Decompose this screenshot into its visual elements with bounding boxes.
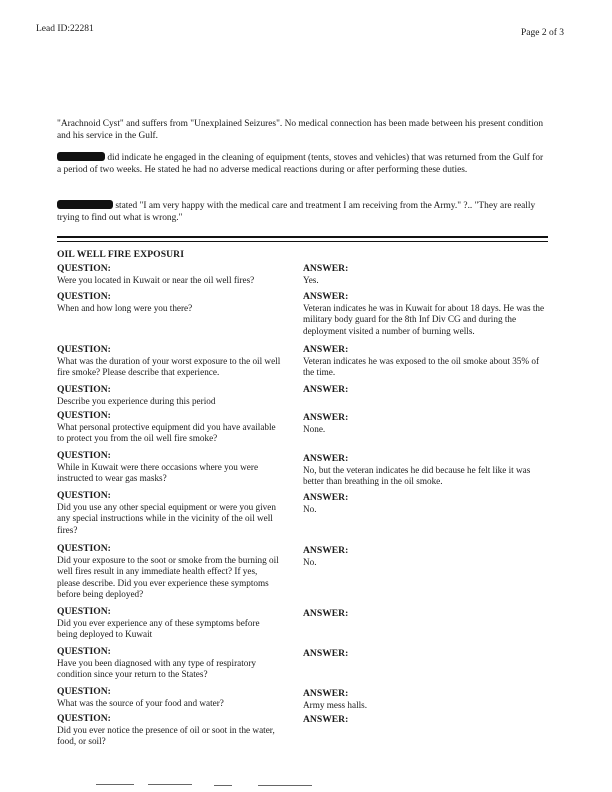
question-label: QUESTION:	[57, 543, 111, 554]
intro-paragraph-2-rest: the Gulf for a period of two weeks. He stated he had no adverse medical reactions during or after performing these duties.	[57, 153, 544, 176]
answer-text: No.	[303, 556, 317, 567]
section-title: OIL WELL FIRE EXPOSURI	[57, 249, 185, 260]
question-text: While in Kuwait were there occasions where you were instructed to wear gas masks?	[57, 461, 259, 484]
redaction-bar	[57, 200, 113, 209]
intro-paragraph-1: "Arachnoid Cyst" and suffers from "Unexplained Seizures". No medical connection has been made between his present condition and his service in the Gulf.	[57, 119, 544, 142]
answer-block	[303, 648, 548, 660]
question-block	[57, 291, 282, 314]
question-text: Did you ever experience any of these symptoms before being deployed to Kuwait	[57, 617, 260, 640]
question-block	[57, 646, 282, 681]
page-number: Page 2 of 3	[521, 28, 565, 38]
answer-text: Yes.	[303, 274, 319, 285]
lead-id: Lead ID:22281	[36, 24, 94, 34]
question-label: QUESTION:	[57, 291, 111, 302]
question-label: QUESTION:	[57, 410, 111, 421]
question-text: Did you ever notice the presence of oil or soot in the water, food, or soil?	[57, 724, 275, 747]
question-block	[57, 713, 282, 748]
question-block	[57, 450, 282, 485]
answer-label: ANSWER:	[303, 412, 349, 423]
question-block	[57, 490, 282, 536]
intro-paragraph-2-first-line: did indicate he engaged in the cleaning of equipment (tents, stoves and vehicles) that was returned from	[107, 153, 497, 163]
answer-text: Veteran indicates he was exposed to the oil smoke about 35% of the time.	[303, 355, 540, 378]
intro-paragraph-3	[57, 200, 549, 224]
answer-label: ANSWER:	[303, 608, 349, 619]
answer-label: ANSWER:	[303, 492, 349, 503]
question-block	[57, 410, 282, 445]
question-text: What was the duration of your worst exposure to the oil well fire smoke? Please describe that experience.	[57, 355, 281, 378]
answer-label: ANSWER:	[303, 453, 349, 464]
answer-label: ANSWER:	[303, 648, 349, 659]
question-text: Did you use any other special equipment or were you given any special instructions while in the vicinity of the oil well fires?	[57, 501, 276, 535]
answer-block	[303, 344, 548, 379]
redaction-bar	[57, 152, 105, 161]
answer-text: Army mess halls.	[303, 699, 368, 710]
answer-label: ANSWER:	[303, 263, 349, 274]
question-text: When and how long were you there?	[57, 302, 193, 313]
answer-label: ANSWER:	[303, 688, 349, 699]
question-text: What personal protective equipment did you have available to protect you from the oil well fire smoke?	[57, 421, 276, 444]
answer-block	[303, 545, 548, 568]
question-label: QUESTION:	[57, 344, 111, 355]
scan-artifact	[258, 785, 312, 786]
answer-text: No, but the veteran indicates he did because he felt like it was better than breathing in the oil smoke.	[303, 464, 531, 487]
intro-paragraph-3-rest: are really trying to find out what is wrong."	[57, 201, 536, 224]
answer-block	[303, 492, 548, 515]
scan-artifact	[96, 784, 134, 785]
question-text: Describe you experience during this period	[57, 395, 216, 406]
answer-block	[303, 384, 548, 396]
intro-paragraph-3-first-line: stated "I am very happy with the medical care and treatment I am receiving from the Army." ?.. "They	[115, 201, 498, 211]
answer-block	[303, 291, 548, 337]
answer-label: ANSWER:	[303, 344, 349, 355]
question-label: QUESTION:	[57, 450, 111, 461]
question-text: Were you located in Kuwait or near the oil well fires?	[57, 274, 255, 285]
question-label: QUESTION:	[57, 606, 111, 617]
question-label: QUESTION:	[57, 490, 111, 501]
intro-paragraph-2	[57, 152, 549, 176]
question-text: Did your exposure to the soot or smoke from the burning oil well fires result in any immediate health effect? If yes, please describe. Did you ever experience these symptoms before being deployed?	[57, 554, 279, 600]
answer-block	[303, 714, 548, 726]
answer-block	[303, 688, 548, 711]
section-divider-thick	[57, 236, 548, 238]
answer-label: ANSWER:	[303, 714, 349, 725]
answer-text: Veteran indicates he was in Kuwait for about 18 days. He was the military body guard for the 8th Inf Div CG and during the deployment visited a number of burning wells.	[303, 302, 545, 336]
answer-label: ANSWER:	[303, 384, 349, 395]
answer-label: ANSWER:	[303, 291, 349, 302]
question-label: QUESTION:	[57, 713, 111, 724]
question-label: QUESTION:	[57, 686, 111, 697]
question-block	[57, 686, 282, 709]
question-block	[57, 263, 282, 286]
section-divider-thin	[57, 241, 548, 242]
question-block	[57, 344, 282, 379]
answer-block	[303, 608, 548, 620]
answer-text: None.	[303, 423, 326, 434]
answer-block	[303, 412, 548, 435]
question-block	[57, 606, 282, 641]
question-block	[57, 543, 282, 601]
scan-artifact	[214, 785, 232, 786]
question-label: QUESTION:	[57, 384, 111, 395]
question-label: QUESTION:	[57, 646, 111, 657]
question-text: What was the source of your food and water?	[57, 697, 224, 708]
answer-text: No.	[303, 503, 317, 514]
question-block	[57, 384, 282, 407]
answer-block	[303, 453, 548, 488]
question-text: Have you been diagnosed with any type of respiratory condition since your return to the States?	[57, 657, 257, 680]
answer-block	[303, 263, 548, 286]
scan-artifact	[148, 784, 192, 785]
question-label: QUESTION:	[57, 263, 111, 274]
answer-label: ANSWER:	[303, 545, 349, 556]
